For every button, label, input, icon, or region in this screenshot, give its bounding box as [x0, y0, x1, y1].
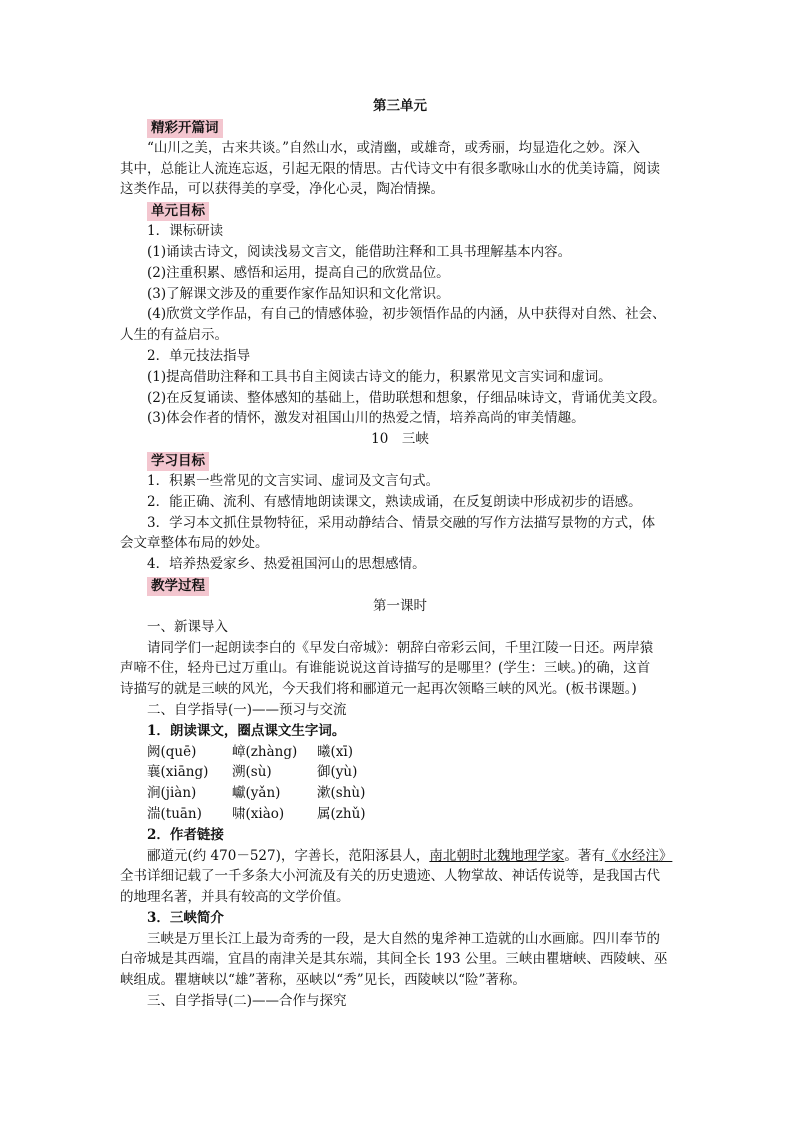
- vocab-item: 巘(yǎn): [232, 785, 281, 802]
- author-line: [120, 846, 680, 867]
- unit-goal-line: 2．单元技法指导: [147, 347, 251, 364]
- author-line: 的地理名著，并具有较高的文学价值。: [120, 889, 350, 906]
- opening-tag: 精彩开篇词: [147, 119, 223, 138]
- vocab-table: [120, 742, 680, 825]
- opening-line: 其中，总能让人流连忘返，引起无限的情思。古代诗文中有很多歌咏山水的优美诗篇，阅读: [120, 160, 660, 177]
- vocab-item: 湍(tuān): [147, 805, 202, 822]
- study-goal-line: 2．能正确、流利、有感情地朗读课文，熟读成诵，在反复朗读中形成初步的语感。: [147, 493, 642, 510]
- vocab-item: 嶂(zhàng): [232, 743, 298, 760]
- unit-goal-line: (2)在反复诵读、整体感知的基础上，借助联想和想象，仔细品味诗文，背诵优美文段。: [147, 389, 666, 406]
- unit-goal-line: (3)了解课文涉及的重要作家作品知识和文化常识。: [147, 285, 450, 302]
- unit-title: 第三单元: [373, 98, 427, 114]
- intro-line: 诗描写的就是三峡的风光，今天我们将和郦道元一起再次领略三峡的风光。(板书课题。): [120, 681, 637, 698]
- unit-goal-line: 1．课标研读: [147, 223, 224, 240]
- author-text: 郦道元(约 470－527)，字善长，范阳涿县人，: [147, 847, 430, 864]
- vocab-item: 溯(sù): [232, 764, 272, 781]
- vocab-row: [120, 783, 680, 804]
- author-link[interactable]: 南北朝时北魏地理学家: [429, 847, 565, 864]
- period-title: 第一课时: [373, 597, 427, 614]
- gorge-line: 白帝城是其西端，宜昌的南津关是其东端，其间全长 193 公里。三峡由瞿塘峡、西陵峡、巫: [120, 951, 668, 968]
- unit-goals-tag: 单元目标: [147, 202, 209, 221]
- author-text: 。著有: [564, 847, 605, 864]
- unit-goal-line: (1)提高借助注释和工具书自主阅读古诗文的能力，积累常见文言实词和虚词。: [147, 368, 612, 385]
- vocab-row: [120, 762, 680, 783]
- gorge-title: 3．三峡简介: [147, 909, 224, 926]
- document-content: [120, 96, 680, 1012]
- gorge-line: 峡组成。瞿塘峡以“雄”著称，巫峡以“秀”见长，西陵峡以“险”著称。: [120, 972, 526, 989]
- vocab-item: 曦(xī): [317, 743, 353, 760]
- process-tag: 教学过程: [147, 577, 209, 596]
- vocab-item: 涧(jiàn): [147, 785, 197, 802]
- author-title: 2．作者链接: [147, 826, 224, 843]
- read-title: 1．朗读课文，圈点课文生字词。: [147, 722, 346, 739]
- gorge-line: 三峡是万里长江上最为奇秀的一段，是大自然的鬼斧神工造就的山水画廊。四川奉节的: [147, 930, 660, 947]
- vocab-row: [120, 742, 680, 763]
- study-goal-line: 4．培养热爱家乡、热爱祖国河山的思想感情。: [147, 556, 426, 573]
- intro-line: 请同学们一起朗读李白的《早发白帝城》：朝辞白帝彩云间，千里江陵一日还。两岸猿: [147, 639, 654, 656]
- book-link[interactable]: 《水经注》: [604, 847, 673, 864]
- vocab-item: 御(yù): [317, 764, 358, 781]
- unit-goal-line: (2)注重积累、感悟和运用，提高自己的欣赏品位。: [147, 264, 450, 281]
- study-goal-line: 3．学习本文抓住景物特征，采用动静结合、情景交融的写作方法描写景物的方式，体: [147, 514, 656, 531]
- unit-goal-line: (3)体会作者的情怀，激发对祖国山川的热爱之情，培养高尚的审美情趣。: [147, 410, 585, 427]
- vocab-item: 漱(shù): [317, 785, 366, 802]
- lesson-title: 10 三峡: [371, 431, 429, 448]
- opening-line: “山川之美，古来共谈。”自然山水，或清幽，或雄奇，或秀丽，均显造化之妙。深入: [147, 139, 641, 156]
- section-heading: 二、自学指导(一)——预习与交流: [147, 701, 347, 718]
- vocab-row: [120, 804, 680, 825]
- vocab-item: 属(zhǔ): [317, 805, 366, 822]
- study-goal-line: 会文章整体布局的妙处。: [120, 535, 269, 552]
- author-line: 全书详细记载了一千多条大小河流及有关的历史遗迹、人物掌故、神话传说等，是我国古代: [120, 868, 660, 885]
- opening-section: [120, 117, 680, 200]
- unit-goals-section: [120, 200, 680, 429]
- vocab-item: 襄(xiāng): [147, 764, 209, 781]
- study-goals-tag: 学习目标: [147, 452, 209, 471]
- vocab-item: 啸(xiào): [232, 805, 285, 822]
- study-goal-line: 1．积累一些常见的文言实词、虚词及文言句式。: [147, 472, 440, 489]
- opening-line: 这类作品，可以获得美的享受，净化心灵，陶冶情操。: [120, 181, 444, 198]
- unit-goal-line: 人生的有益启示。: [120, 327, 228, 344]
- section-heading: 一、新课导入: [147, 618, 228, 635]
- unit-goal-line: (4)欣赏文学作品，有自己的情感体验，初步领悟作品的内涵，从中获得对自然、社会、: [147, 306, 666, 323]
- section-heading: 三、自学指导(二)——合作与探究: [147, 993, 347, 1010]
- study-goals-section: [120, 450, 680, 575]
- vocab-item: 阙(quē): [147, 743, 197, 760]
- unit-goal-line: (1)诵读古诗文，阅读浅易文言文，能借助注释和工具书理解基本内容。: [147, 243, 572, 260]
- teaching-process-section: [120, 575, 680, 1012]
- intro-line: 声啼不住，轻舟已过万重山。有谁能说说这首诗描写的是哪里？(学生：三峡。)的确，这首: [120, 660, 651, 677]
